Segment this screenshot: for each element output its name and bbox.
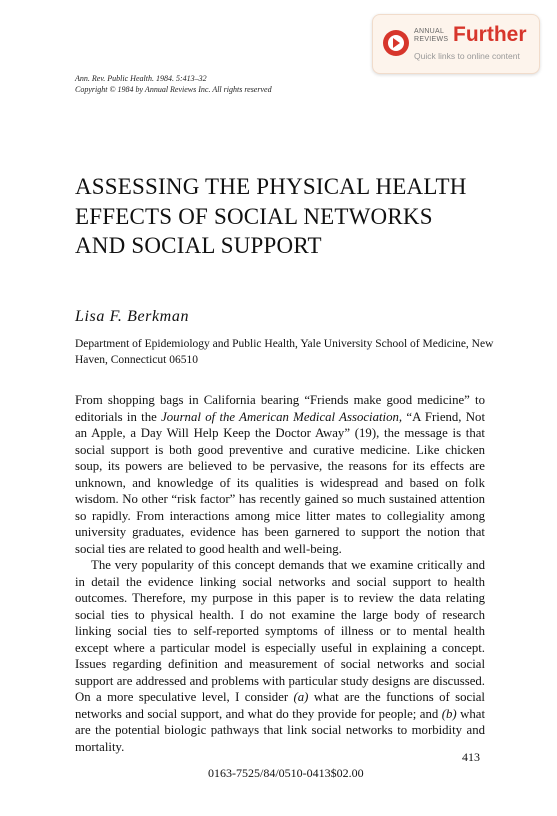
banner-subtitle: Quick links to online content <box>414 51 520 61</box>
banner-further-text: Further <box>453 23 527 46</box>
list-label-b: (b) <box>441 706 457 721</box>
paragraph-1-part-b: “A Friend, Not an Apple, a Day Will Help Keep the Doctor Away” (19), the message is that social support is both good preventive and curative medicine. Like chicken soup, its powers are believed to be pervasive, the reasons for its effects are unknown, and knowledge of its qualities is widespread and based on folk wisdom. No other “risk factor” has recently gained so much sustained attention so rapidly. From interactions among mice litter mates to collegiality among university graduates, evidence has been garnered to support the notion that social ties are related to good health and well-being. <box>75 409 485 556</box>
page-number: 413 <box>462 750 480 764</box>
paragraph-2-part-a: The very popularity of this concept demands that we examine critically and in detail the evidence linking social networks and social support to health outcomes. Therefore, my purpose in this paper is to review the data relating social ties to physical health. I do not examine the large body of research linking social ties to self-reported symptoms of illness or to mental health except where a particular model is especially useful in explaining a concept. Issues regarding definition and measurement of social networks and social support are addressed and problems with particular study designs are discussed. On a more speculative level, I consider <box>75 558 485 704</box>
article-body <box>75 392 485 755</box>
banner-annual-reviews-text: ANNUAL REVIEWS <box>414 28 449 43</box>
journal-name: Journal of the American Medical Association, <box>161 409 403 424</box>
annual-reviews-logo-icon <box>382 29 410 57</box>
paragraph-1 <box>75 392 485 557</box>
paragraph-1-part-a: From shopping bags in California bearing “Friends make good medicine” to editorials in the <box>75 393 485 424</box>
citation <box>75 73 272 95</box>
paragraph-2 <box>75 557 485 755</box>
list-label-a: (a) <box>293 690 309 704</box>
paragraph-2-part-c: what are the potential biologic pathways that link social networks to morbidity and mortality. <box>75 706 485 754</box>
author-name: Lisa F. Berkman <box>75 308 190 325</box>
citation-journal: Ann. Rev. Public Health. 1984. 5:413–32 <box>75 74 207 83</box>
author-affiliation: Department of Epidemiology and Public Health, Yale University School of Medicine, New Haven, Connecticut 06510 <box>75 338 494 366</box>
citation-copyright: Copyright © 1984 by Annual Reviews Inc. All rights reserved <box>75 85 272 94</box>
article-title: ASSESSING THE PHYSICAL HEALTH EFFECTS OF SOCIAL NETWORKS AND SOCIAL SUPPORT <box>75 174 467 258</box>
further-banner[interactable] <box>372 14 540 74</box>
article-code: 0163-7525/84/0510-0413$02.00 <box>208 766 364 780</box>
paragraph-2-part-b: what are the functions of social networks and social support, and what do they provide for people; and <box>75 690 485 721</box>
